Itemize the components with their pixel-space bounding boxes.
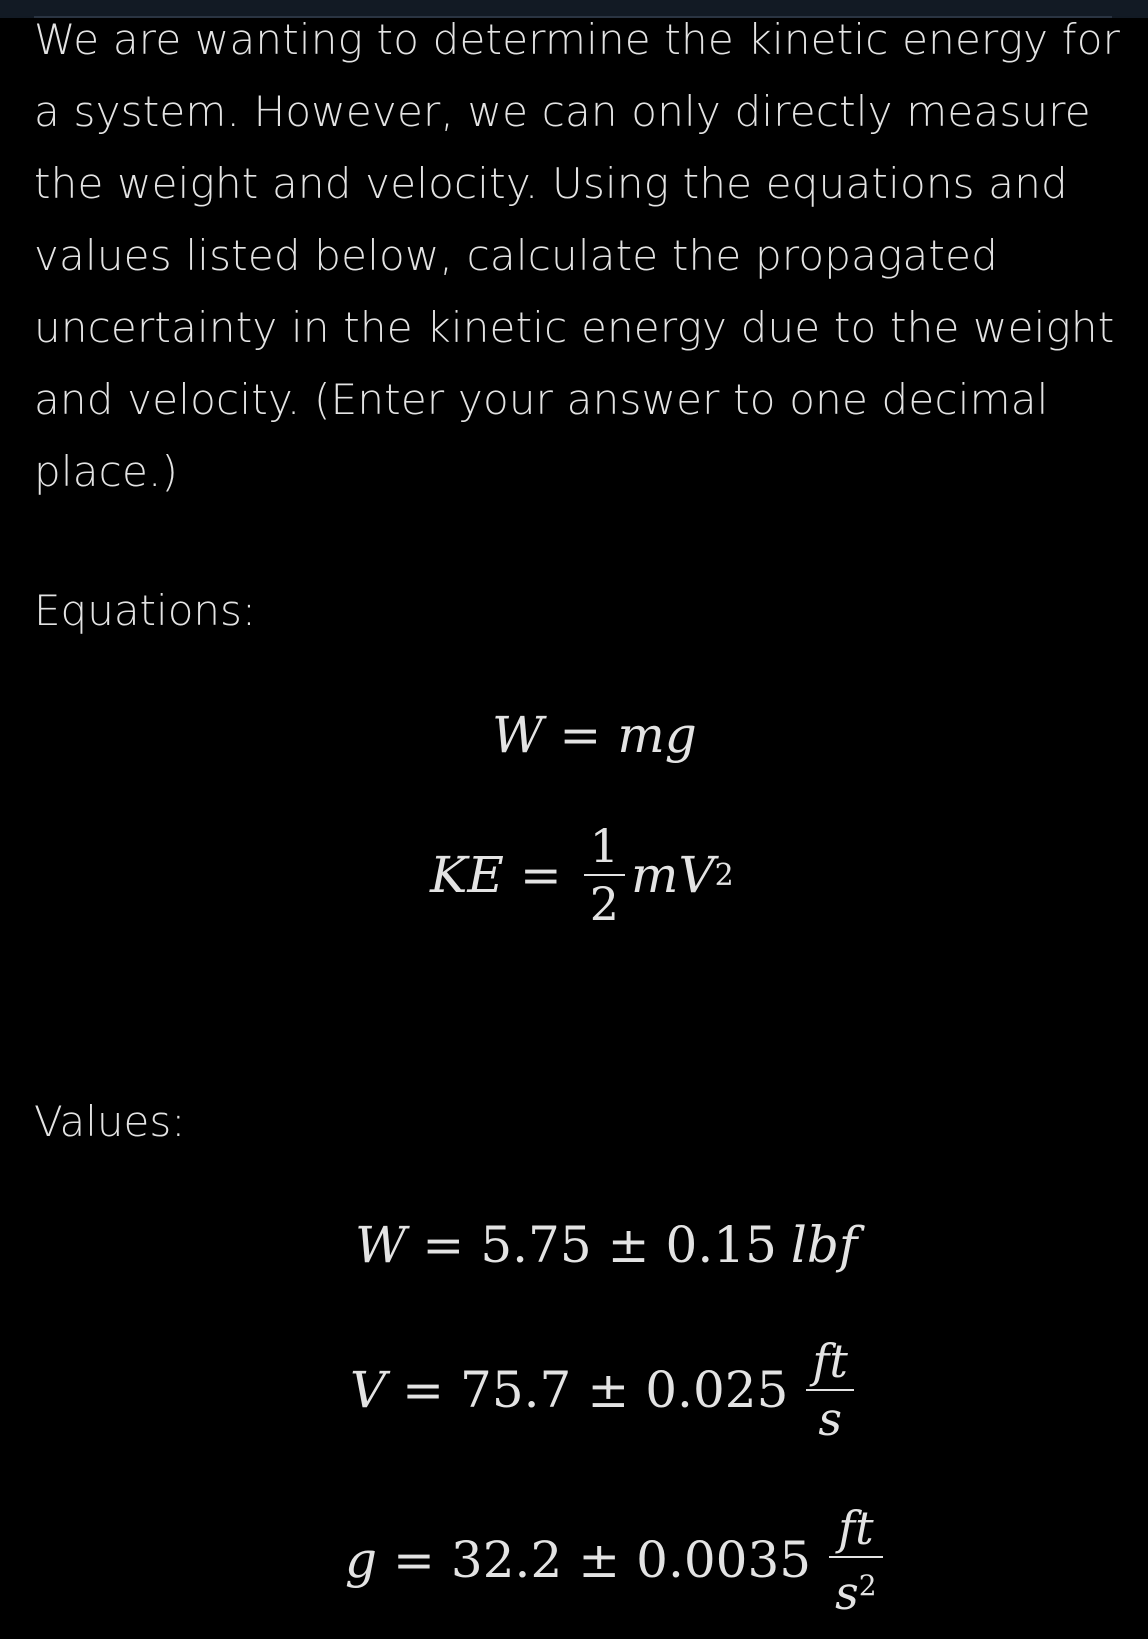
gravity-unit-num: ft [838, 1500, 874, 1555]
value-velocity [350, 1325, 860, 1455]
eq2-exponent: 2 [714, 857, 734, 893]
weight-uncertainty: 0.15 [665, 1216, 777, 1274]
values-label: Values: [34, 1097, 186, 1146]
velocity-unit-den: s [818, 1392, 842, 1446]
eq1-lhs: W [492, 706, 544, 764]
weight-var: W [355, 1216, 407, 1274]
gravity-uncertainty: 0.0035 [636, 1531, 812, 1589]
weight-value: 5.75 [480, 1216, 592, 1274]
velocity-unit-num: ft [812, 1334, 848, 1388]
weight-pm: ± [607, 1216, 650, 1274]
velocity-var: V [350, 1361, 387, 1419]
gravity-var: g [345, 1531, 378, 1589]
eq2-frac-den: 2 [589, 877, 620, 931]
velocity-unit-fraction [806, 1333, 854, 1447]
equation-kinetic-energy [430, 810, 734, 940]
equation-weight [492, 700, 697, 770]
weight-unit: lbf [790, 1216, 858, 1274]
gravity-value: 32.2 [450, 1531, 563, 1589]
gravity-pm: ± [578, 1531, 621, 1589]
gravity-unit-den [829, 1558, 882, 1621]
gravity-unit-den-base: s [835, 1565, 859, 1620]
gravity-unit-fraction [829, 1500, 882, 1621]
velocity-op: = [402, 1361, 445, 1419]
velocity-uncertainty: 0.025 [645, 1361, 789, 1419]
eq2-rhs: mV [631, 846, 715, 904]
eq1-rhs: mg [617, 706, 697, 764]
eq2-frac-num: 1 [589, 819, 620, 873]
eq2-lhs: KE [430, 846, 504, 904]
value-weight [355, 1210, 857, 1280]
equations-label: Equations: [34, 586, 257, 635]
question-text: We are wanting to determine the kinetic energy for a system. However, we can only directly measure the weight and velocity. Using the equations and values listed below, calculate the propagated uncertainty in the kinetic energy due to the weight and velocity. (Enter your answer to one decimal place.) [34, 15, 1121, 496]
eq1-op: = [559, 706, 602, 764]
weight-op: = [422, 1216, 465, 1274]
eq2-fraction [584, 818, 625, 932]
velocity-value: 75.7 [460, 1361, 572, 1419]
value-gravity [345, 1495, 889, 1625]
gravity-unit-exponent: 2 [858, 1568, 877, 1602]
velocity-pm: ± [587, 1361, 630, 1419]
eq2-op: = [519, 846, 562, 904]
gravity-op: = [393, 1531, 435, 1589]
